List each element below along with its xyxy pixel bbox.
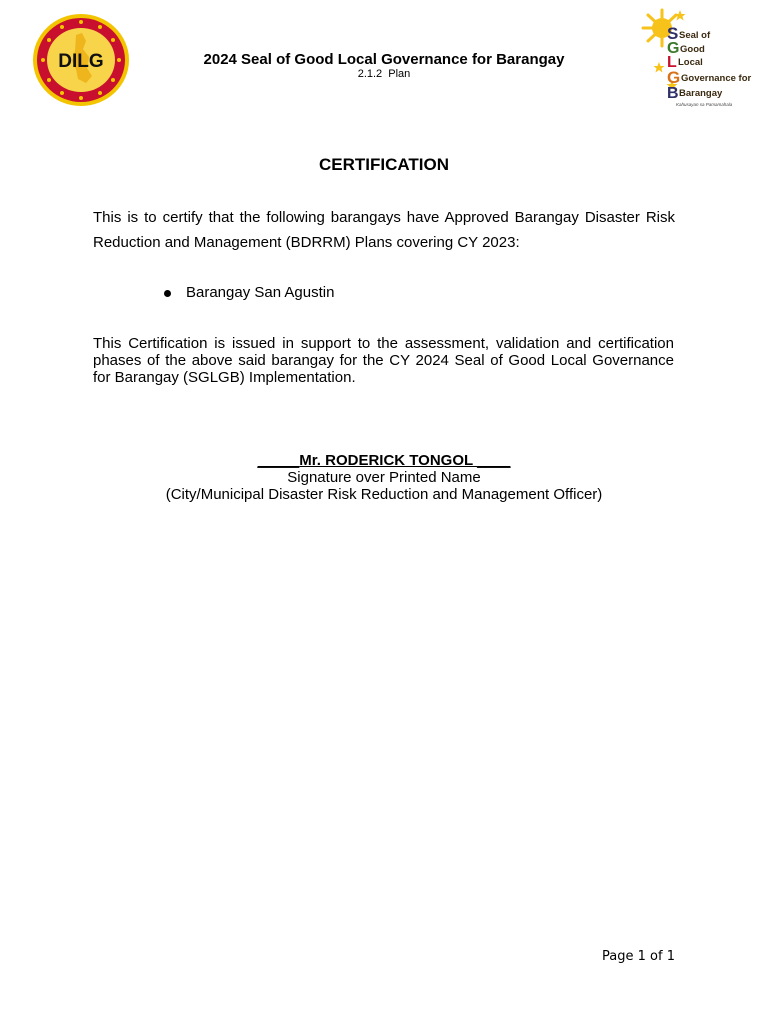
page-number: Page 1 of 1: [602, 949, 675, 964]
sglgb-line-2: Good: [680, 44, 705, 55]
signatory-role: (City/Municipal Disaster Risk Reduction and Management Officer): [165, 486, 603, 503]
sglgb-tagline: Kahusayan sa Pamamahala: [676, 102, 733, 107]
signatory-name-line: [0, 452, 768, 469]
header-title: 2024 Seal of Good Local Governance for Barangay: [203, 51, 565, 68]
svg-text:G: G: [667, 68, 681, 87]
list-item: [160, 283, 334, 303]
sglgb-line-5: Barangay: [679, 88, 723, 99]
barangay-list: [160, 283, 334, 303]
svg-text:B: B: [667, 85, 679, 102]
sglgb-line-4: Governance for: [681, 73, 752, 84]
dilg-seal-text: DILG: [58, 51, 104, 72]
sglgb-line-3: Local: [678, 57, 703, 68]
support-paragraph: This Certification is issued in support to the assessment, validation and certification phases of the above said barangay for the CY 2024 Seal of Good Local Governance for Barangay (SGLGB) Implementation.: [93, 335, 674, 386]
svg-text:S: S: [667, 24, 679, 43]
svg-text:L: L: [667, 54, 677, 71]
signature-line-left: _____: [257, 452, 300, 469]
document-title: CERTIFICATION: [318, 155, 449, 174]
svg-text:G: G: [667, 40, 680, 57]
bullet-icon: [164, 290, 171, 297]
signatory-name: Mr. RODERICK TONGOL: [299, 452, 478, 469]
intro-paragraph: This is to certify that the following barangays have Approved Barangay Disaster Risk Reduction and Management (BDRRM) Plans covering CY 2023:: [93, 209, 675, 251]
signature-line-right: ____: [477, 452, 511, 469]
sglgb-sun-logo-icon: [640, 6, 756, 110]
header-subtitle: 2.1.2 Plan: [357, 68, 411, 80]
dilg-seal-icon: [32, 13, 130, 107]
barangay-name: Barangay San Agustin: [186, 284, 335, 301]
sglgb-line-1: Seal of: [679, 30, 711, 41]
signature-label: Signature over Printed Name: [287, 469, 481, 486]
